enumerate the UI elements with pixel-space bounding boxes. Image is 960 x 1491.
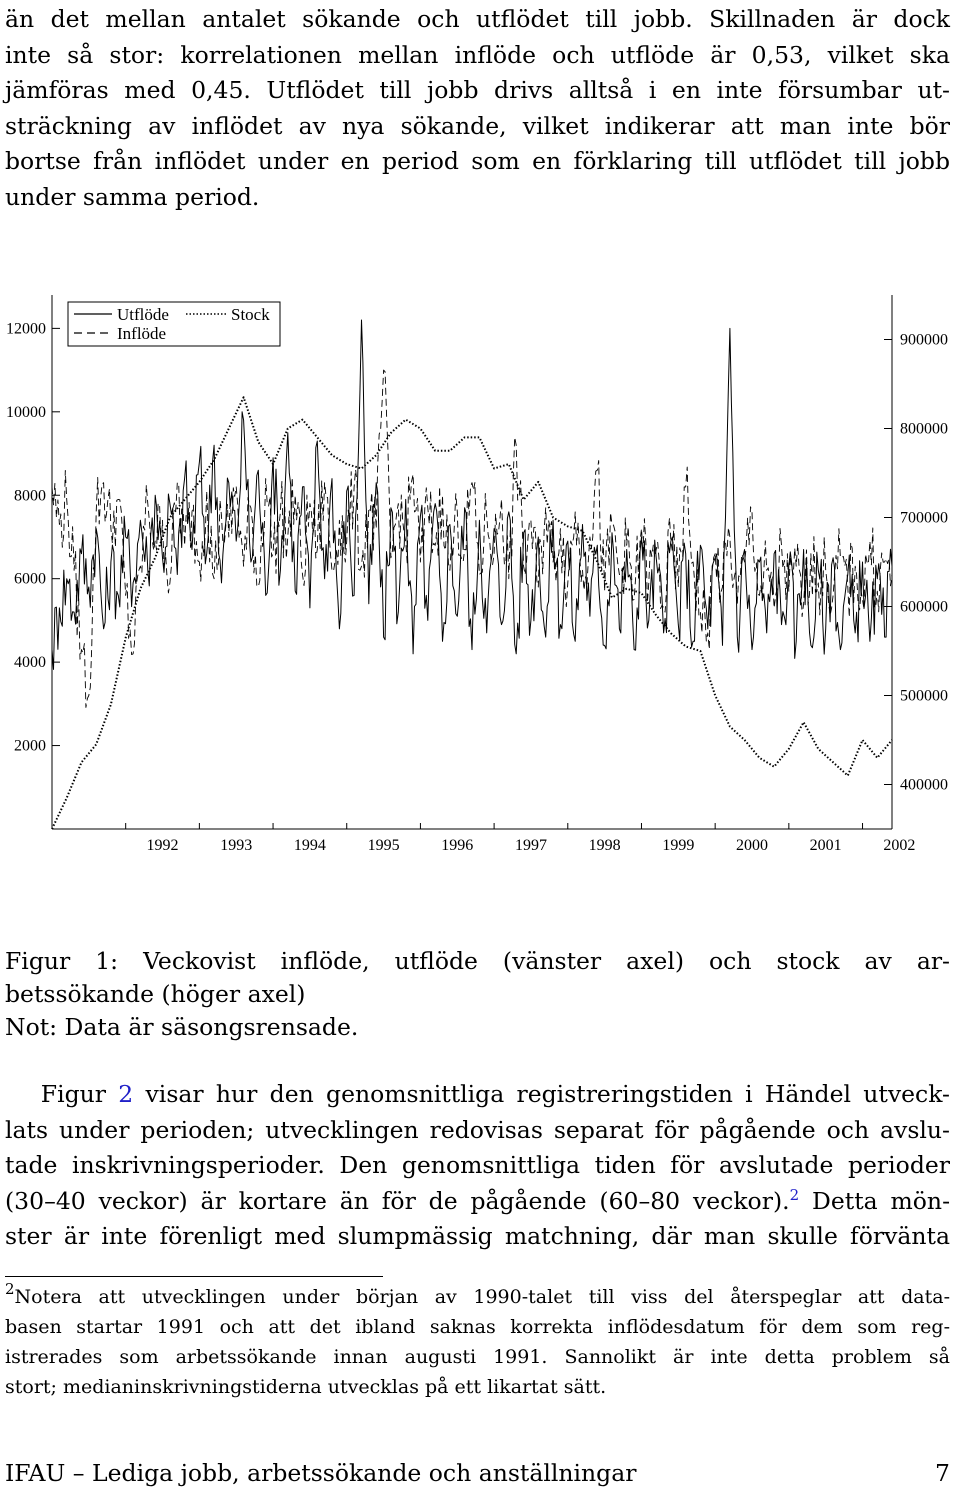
left-tick-label: 12000 — [6, 320, 46, 338]
text-run: visar hur den genomsnittliga registreringstiden i Händel utveck- — [145, 1080, 950, 1108]
x-tick-label: 1992 — [146, 837, 179, 854]
right-tick-label: 800000 — [900, 420, 948, 438]
footnote-mark: 2 — [5, 1280, 15, 1298]
page-number: 7 — [935, 1459, 950, 1487]
x-tick-label: 1997 — [514, 837, 547, 854]
running-title: IFAU – Lediga jobb, arbetssökande och anställningar — [5, 1459, 637, 1487]
body-paragraph-2 — [5, 1077, 950, 1255]
left-tick-label: 10000 — [6, 403, 46, 421]
footnote-line: stort; medianinskrivningstiderna utvecklas på ett likartat sätt. — [5, 1376, 607, 1398]
right-tick-label: 400000 — [900, 776, 948, 794]
text-line: inte så stor: korrelationen mellan inflöde och utflöde är 0,53, vilket ska — [5, 40, 950, 69]
x-tick-label: 1994 — [293, 837, 326, 854]
footnote-rule — [5, 1276, 383, 1277]
x-tick-label: 1996 — [441, 837, 474, 854]
x-tick-label: 1995 — [367, 837, 400, 854]
text-line: sträckning av inflödet av nya sökande, vilket indikerar att man inte bör — [5, 111, 950, 140]
text-line: än det mellan antalet sökande och utflödet till jobb. Skillnaden är dock — [5, 5, 950, 33]
legend-label-utflode: Utflöde — [117, 305, 169, 324]
caption-line-1: Figur 1: Veckovist inflöde, utflöde (vänster axel) och stock av ar- — [5, 947, 950, 975]
chart-legend — [68, 302, 280, 346]
series-stock-line — [52, 397, 892, 829]
figure-1-chart — [0, 285, 960, 865]
text-line: bortse från inflödet under en period som en förklaring till utflödet till jobb — [5, 147, 950, 175]
figure-2-link[interactable]: 2 — [118, 1080, 134, 1108]
footnote-2-link[interactable]: 2 — [789, 1185, 800, 1204]
series-utflode-line — [52, 320, 892, 669]
text-line: jämföras med 0,45. Utflödet till jobb drivs alltså i en inte försumbar ut- — [5, 76, 950, 104]
legend-label-inflode: Inflöde — [117, 324, 167, 343]
x-tick-label: 2001 — [809, 837, 842, 854]
series-layer — [52, 320, 892, 829]
x-tick-label: 1999 — [662, 837, 695, 854]
figure-word: Figur — [40, 1080, 107, 1108]
right-tick-label: 500000 — [900, 687, 948, 705]
footnote-line: basen startar 1991 och att det ibland saknas korrekta inflödesdatum för dem som reg- — [5, 1316, 950, 1338]
text-run: Notera att utvecklingen under början av 1990-talet till viss del återspeglar att data- — [14, 1286, 950, 1308]
text-line: tade inskrivningsperioder. Den genomsnittliga tiden för avslutade perioder — [5, 1151, 950, 1179]
footnote-line: istrerades som arbetssökande innan augusti 1991. Sannolikt är inte detta problem så — [5, 1346, 950, 1368]
caption-line-2: betssökande (höger axel) — [5, 980, 306, 1008]
text-line: lats under perioden; utvecklingen redovisas separat för pågående och avslu- — [5, 1115, 950, 1144]
x-axis — [126, 823, 916, 854]
right-tick-label: 700000 — [900, 509, 948, 527]
right-tick-label: 600000 — [900, 598, 948, 616]
left-tick-label: 2000 — [14, 737, 46, 755]
text-run: (30–40 veckor) är kortare än för de pågående (60–80 veckor). — [5, 1186, 790, 1215]
left-tick-label: 8000 — [14, 487, 46, 505]
right-axis — [884, 332, 948, 794]
footnote-2 — [5, 1282, 950, 1402]
figure-caption — [5, 945, 950, 1044]
left-tick-label: 6000 — [14, 570, 46, 588]
text-line: under samma period. — [5, 182, 260, 211]
legend-label-stock: Stock — [231, 305, 270, 324]
right-tick-label: 900000 — [900, 331, 948, 349]
x-tick-label: 2002 — [883, 837, 916, 854]
left-tick-label: 4000 — [14, 654, 46, 672]
footnote-line — [5, 1282, 950, 1312]
text-run: Detta mön- — [812, 1186, 951, 1215]
x-tick-label: 1993 — [220, 837, 253, 854]
text-line — [5, 1184, 950, 1220]
x-tick-label: 1998 — [588, 837, 621, 854]
body-paragraph-1 — [5, 2, 950, 215]
caption-note: Not: Data är säsongsrensade. — [5, 1013, 359, 1041]
x-tick-label: 2000 — [736, 837, 768, 854]
text-line: ster är inte förenligt med slumpmässig matchning, där man skulle förvänta — [5, 1222, 950, 1250]
text-line — [5, 1077, 950, 1113]
